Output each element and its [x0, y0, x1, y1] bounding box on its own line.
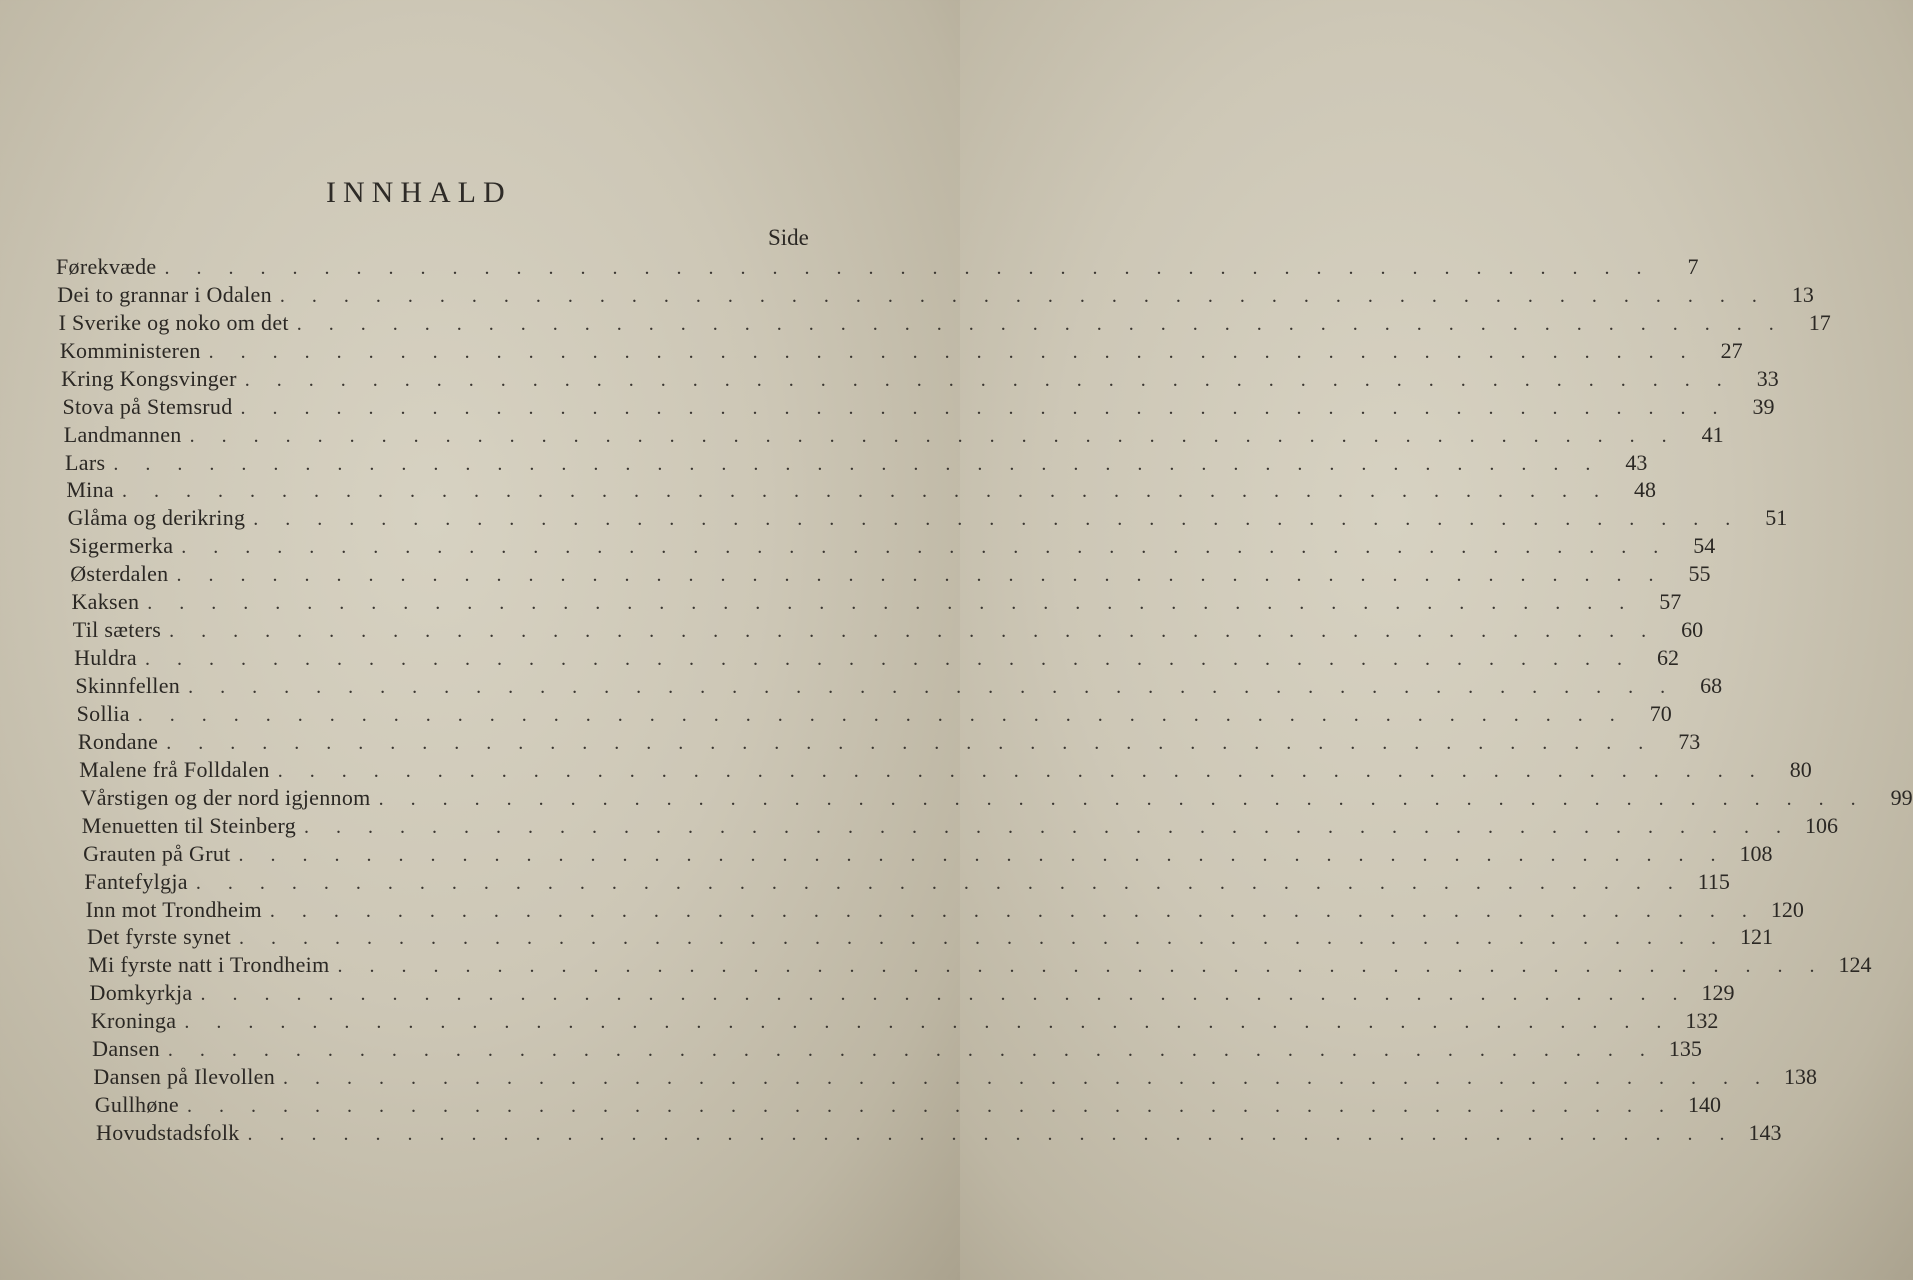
toc-entry-page-number: 62 [1656, 645, 1679, 671]
toc-entry [96, 1120, 1782, 1148]
toc-entry-title: Dansen på Ilevollen [93, 1064, 276, 1090]
toc-entry [93, 1064, 1818, 1092]
toc-entry-title: Skinnfellen [75, 673, 181, 699]
dot-leader: . . . . . . . . . . . . . . . . . . . . . . . . . . . . . . . . . . . . . . . . . . . . . . . [169, 620, 1658, 643]
toc-entry-title: Sigermerka [68, 533, 174, 559]
toc-entry-title: I Sverike og noko om det [58, 309, 289, 335]
toc-entry-page-number: 135 [1668, 1036, 1702, 1062]
toc-entry [86, 924, 1774, 952]
toc-entry-page-number: 41 [1701, 421, 1724, 447]
dot-leader: . . . . . . . . . . . . . . . . . . . . . . . . . . . . . . . . . . . . . . . . . . . . . . . [239, 927, 1728, 950]
toc-entry-page-number: 129 [1701, 980, 1735, 1006]
dot-leader: . . . . . . . . . . . . . . . . . . . . . . . . . . . . . . . . . . . . . . . . . . . . . . . [147, 592, 1636, 615]
dot-leader: . . . . . . . . . . . . . . . . . . . . . . . . . . . . . . . . . . . . . . . . . . . . . . . [208, 340, 1697, 363]
toc-entry-title: Gullhøne [94, 1092, 179, 1118]
toc-entry [62, 393, 1775, 422]
toc-entry [88, 952, 1872, 980]
dot-leader: . . . . . . . . . . . . . . . . . . . . . . . . . . . . . . . . . . . . . . . . . . . . . . . [186, 1095, 1675, 1118]
toc-entry-page-number: 138 [1784, 1064, 1818, 1090]
toc-entry-title: Lars [65, 449, 106, 475]
dot-leader: . . . . . . . . . . . . . . . . . . . . . . . . . . . . . . . . . . . . . . . . . . . . . . . [277, 759, 1766, 782]
toc-entry-page-number: 121 [1740, 924, 1774, 950]
toc-entry-title: Dei to grannar i Odalen [57, 281, 272, 307]
toc-entry-page-number: 143 [1748, 1120, 1782, 1145]
toc-entry [63, 421, 1724, 450]
toc-entry [79, 756, 1812, 785]
toc-entry [70, 561, 1711, 589]
toc-entry-title: Østerdalen [70, 561, 169, 587]
toc-entry [84, 868, 1730, 897]
toc-entry [59, 337, 1743, 366]
toc-entry-title: Stova på Stemsrud [62, 393, 233, 419]
toc-entry-title: Fantefylgja [84, 868, 188, 894]
toc-entry-page-number: 120 [1770, 896, 1804, 922]
dot-leader: . . . . . . . . . . . . . . . . . . . . . . . . . . . . . . . . . . . . . . . . . . . . . . . [253, 508, 1742, 531]
dot-leader: . . . . . . . . . . . . . . . . . . . . . . . . . . . . . . . . . . . . . . . . . . . . . . . [240, 396, 1729, 419]
toc-entry [83, 840, 1773, 869]
toc-entry [74, 645, 1679, 673]
dot-leader: . . . . . . . . . . . . . . . . . . . . . . . . . . . . . . . . . . . . . . . . . . . . . . . [244, 368, 1733, 391]
toc-entry-page-number: 124 [1838, 952, 1872, 978]
dot-leader: . . . . . . . . . . . . . . . . . . . . . . . . . . . . . . . . . . . . . . . . . . . . . . . [296, 312, 1785, 335]
toc-entry-title: Landmannen [63, 421, 182, 447]
toc-entry-title: Glåma og derikring [67, 505, 246, 531]
toc-entry-page-number: 73 [1678, 728, 1701, 754]
toc-entry-page-number: 54 [1693, 533, 1716, 559]
toc-entry [65, 449, 1648, 478]
toc-entry [90, 1008, 1719, 1036]
toc-entry-page-number: 60 [1681, 617, 1704, 643]
toc-entry-page-number: 43 [1625, 449, 1648, 475]
toc-entry [57, 281, 1814, 310]
dot-leader: . . . . . . . . . . . . . . . . . . . . . . . . . . . . . . . . . . . . . . . . . . . . . . . [304, 815, 1793, 838]
toc-entry [92, 1036, 1702, 1064]
toc-entry-page-number: 132 [1685, 1008, 1719, 1034]
toc-entry-page-number: 39 [1752, 393, 1775, 419]
dot-leader: . . . . . . . . . . . . . . . . . . . . . . . . . . . . . . . . . . . . . . . . . . . . . . . [195, 871, 1684, 894]
toc-entry-page-number: 51 [1765, 505, 1788, 531]
dot-leader: . . . . . . . . . . . . . . . . . . . . . . . . . . . . . . . . . . . . . . . . . . . . . . . [188, 676, 1677, 699]
toc-entry-title: Kroninga [90, 1008, 177, 1034]
toc-entry-page-number: 13 [1791, 281, 1814, 307]
toc-entry [89, 980, 1735, 1008]
toc-entry-title: Grauten på Grut [83, 840, 231, 866]
toc-entry-title: Det fyrste synet [86, 924, 232, 950]
toc-entry [76, 700, 1672, 729]
toc-entry-title: Hovudstadsfolk [96, 1120, 240, 1145]
toc-entry [80, 784, 1913, 813]
toc-entry-page-number: 7 [1687, 254, 1699, 279]
dot-leader: . . . . . . . . . . . . . . . . . . . . . . . . . . . . . . . . . . . . . . . . . . . . . . . [269, 899, 1758, 922]
toc-entry-title: Inn mot Trondheim [85, 896, 262, 922]
toc-entry-title: Huldra [74, 645, 137, 671]
dot-leader: . . . . . . . . . . . . . . . . . . . . . . . . . . . . . . . . . . . . . . . . . . . . . . . [337, 955, 1826, 978]
dot-leader: . . . . . . . . . . . . . . . . . . . . . . . . . . . . . . . . . . . . . . . . . . . . . . . [144, 648, 1633, 671]
toc-entry-page-number: 80 [1789, 756, 1812, 782]
toc-entry-title: Førekvæde [56, 254, 157, 279]
dot-leader: . . . . . . . . . . . . . . . . . . . . . . . . . . . . . . . . . . . . . . . . . . . . . . . [166, 731, 1655, 754]
toc-entry [94, 1092, 1721, 1120]
toc-entry [77, 728, 1701, 757]
toc-entry-title: Komministeren [59, 337, 201, 363]
toc-entry [68, 533, 1716, 561]
toc-entry-title: Mina [66, 477, 114, 503]
toc-entry-page-number: 33 [1756, 365, 1779, 391]
toc-entry-page-number: 27 [1720, 337, 1743, 363]
toc-entry-title: Domkyrkja [89, 980, 193, 1006]
dot-leader: . . . . . . . . . . . . . . . . . . . . . . . . . . . . . . . . . . . . . . . . . . . . . . . [137, 703, 1626, 726]
toc-entry-page-number: 48 [1633, 477, 1656, 503]
toc-entry-title: Kring Kongsvinger [61, 365, 237, 391]
toc-entry [75, 673, 1723, 701]
dot-leader: . . . . . . . . . . . . . . . . . . . . . . . . . . . . . . . . . . . . . . . . . . . . . . . [184, 1011, 1673, 1034]
toc-entry-page-number: 57 [1659, 589, 1682, 615]
toc-entry-page-number: 68 [1700, 673, 1723, 699]
dot-leader: . . . . . . . . . . . . . . . . . . . . . . . . . . . . . . . . . . . . . . . . . . . . . . . [283, 1067, 1772, 1090]
toc-entry-page-number: 115 [1697, 868, 1730, 894]
toc-entry-title: Menuetten til Steinberg [81, 812, 297, 838]
toc-entry-page-number: 55 [1688, 561, 1711, 587]
dot-leader: . . . . . . . . . . . . . . . . . . . . . . . . . . . . . . . . . . . . . . . . . . . . . . . [189, 424, 1678, 447]
dot-leader: . . . . . . . . . . . . . . . . . . . . . . . . . . . . . . . . . . . . . . . . . . . . . . . [279, 284, 1768, 307]
toc-entry-page-number: 17 [1808, 309, 1831, 335]
toc-entry-title: Mi fyrste natt i Trondheim [88, 952, 330, 978]
dot-leader: . . . . . . . . . . . . . . . . . . . . . . . . . . . . . . . . . . . . . . . . . . . . . . . [378, 787, 1867, 810]
toc-entry [85, 896, 1804, 925]
dot-leader: . . . . . . . . . . . . . . . . . . . . . . . . . . . . . . . . . . . . . . . . . . . . . . . [238, 843, 1727, 866]
toc-entry [66, 477, 1656, 505]
toc-entry [58, 309, 1831, 338]
toc-entry [71, 589, 1682, 617]
toc-entry-page-number: 99 [1890, 784, 1913, 810]
toc-entry [81, 812, 1839, 841]
page-title: INNHALD [326, 176, 512, 209]
toc-entry-title: Sollia [76, 700, 130, 726]
toc-entry-title: Til sæters [72, 617, 162, 643]
toc-entry [67, 505, 1788, 533]
toc-entry-title: Vårstigen og der nord igjennom [80, 784, 371, 810]
page-column-label: Side [768, 225, 809, 250]
dot-leader: . . . . . . . . . . . . . . . . . . . . . . . . . . . . . . . . . . . . . . . . . . . . . . . [113, 452, 1602, 475]
dot-leader: . . . . . . . . . . . . . . . . . . . . . . . . . . . . . . . . . . . . . . . . . . . . . . . [176, 564, 1665, 587]
toc-entry [72, 617, 1704, 645]
toc-entry-title: Rondane [77, 728, 159, 754]
dot-leader: . . . . . . . . . . . . . . . . . . . . . . . . . . . . . . . . . . . . . . . . . . . . . . . [164, 257, 1653, 279]
toc-entry-title: Malene frå Folldalen [79, 756, 270, 782]
toc-entry-page-number: 106 [1805, 812, 1839, 838]
dot-leader: . . . . . . . . . . . . . . . . . . . . . . . . . . . . . . . . . . . . . . . . . . . . . . . [167, 1039, 1656, 1062]
toc-entry-title: Kaksen [71, 589, 140, 615]
dot-leader: . . . . . . . . . . . . . . . . . . . . . . . . . . . . . . . . . . . . . . . . . . . . . . . [200, 983, 1689, 1006]
toc-entry [56, 254, 1699, 282]
toc-entry-page-number: 70 [1649, 700, 1672, 726]
toc-entry [61, 365, 1779, 394]
toc-entry-page-number: 140 [1687, 1092, 1721, 1118]
toc-entry-page-number: 108 [1739, 840, 1773, 866]
dot-leader: . . . . . . . . . . . . . . . . . . . . . . . . . . . . . . . . . . . . . . . . . . . . . . . [121, 480, 1610, 503]
dot-leader: . . . . . . . . . . . . . . . . . . . . . . . . . . . . . . . . . . . . . . . . . . . . . . . [181, 536, 1670, 559]
toc-entry-title: Dansen [92, 1036, 160, 1062]
dot-leader: . . . . . . . . . . . . . . . . . . . . . . . . . . . . . . . . . . . . . . . . . . . . . . . [247, 1123, 1736, 1145]
